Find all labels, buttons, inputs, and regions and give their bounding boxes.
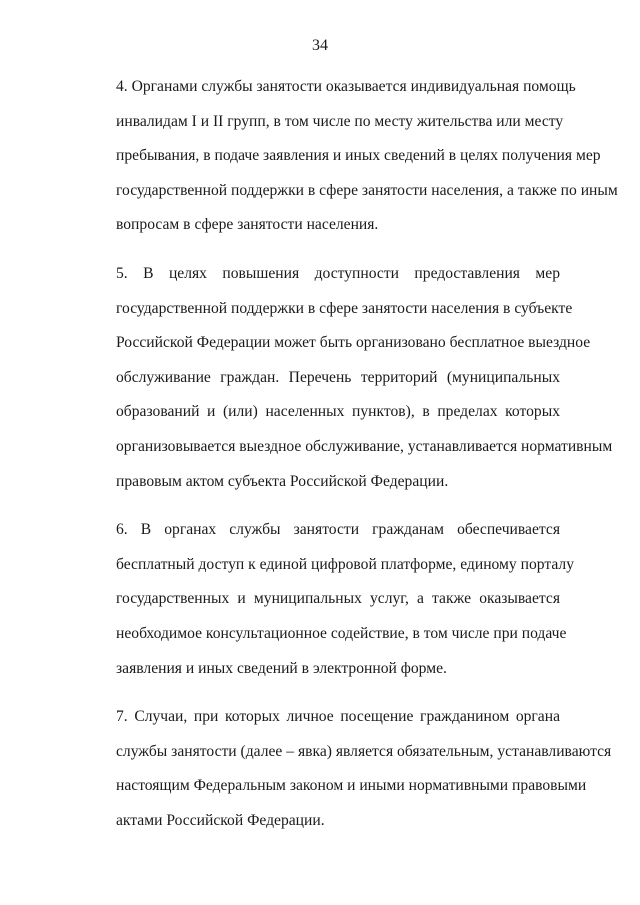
paragraph-6 bbox=[78, 513, 574, 686]
text-line: образований и (или) населенных пунктов), в пределах которых bbox=[116, 403, 560, 421]
text-line: государственной поддержки в сфере занятости населения в субъекте bbox=[116, 299, 573, 317]
text-line: настоящим Федеральным законом и иными нормативными правовыми bbox=[116, 777, 587, 795]
document-body bbox=[78, 70, 618, 852]
text-line: Российской Федерации может быть организовано бесплатное выездное bbox=[116, 334, 591, 352]
text-line: заявления и иных сведений в электронной форме. bbox=[116, 659, 447, 677]
text-line: 6. В органах службы занятости гражданам обеспечивается bbox=[116, 521, 560, 539]
text-line: актами Российской Федерации. bbox=[116, 811, 325, 829]
paragraph-4 bbox=[78, 70, 618, 243]
page-number: 34 bbox=[312, 37, 328, 54]
text-line: вопросам в сфере занятости населения. bbox=[116, 216, 379, 234]
text-line: обслуживание граждан. Перечень территорий (муниципальных bbox=[116, 368, 560, 386]
paragraph-5 bbox=[78, 257, 613, 499]
paragraph-7 bbox=[78, 700, 612, 838]
text-line: пребывания, в подаче заявления и иных сведений в целях получения мер bbox=[116, 147, 601, 165]
text-line: 5. В целях повышения доступности предоставления мер bbox=[116, 264, 560, 282]
text-line: организовывается выездное обслуживание, устанавливается нормативным bbox=[116, 437, 613, 455]
text-line: необходимое консультационное содействие, в том числе при подаче bbox=[116, 624, 567, 642]
text-line: государственных и муниципальных услуг, а также оказывается bbox=[116, 590, 560, 608]
text-line: 7. Случаи, при которых личное посещение гражданином органа bbox=[116, 708, 560, 726]
text-line: 4. Органами службы занятости оказывается индивидуальная помощь bbox=[116, 78, 576, 95]
text-line: инвалидам I и II групп, в том числе по месту жительства или месту bbox=[116, 112, 564, 130]
text-line: государственной поддержки в сфере занятости населения, а также по иным bbox=[116, 181, 618, 199]
text-line: бесплатный доступ к единой цифровой платформе, единому порталу bbox=[116, 555, 574, 573]
text-line: службы занятости (далее – явка) является обязательным, устанавливаются bbox=[116, 742, 612, 760]
text-line: правовым актом субъекта Российской Федерации. bbox=[116, 472, 449, 490]
